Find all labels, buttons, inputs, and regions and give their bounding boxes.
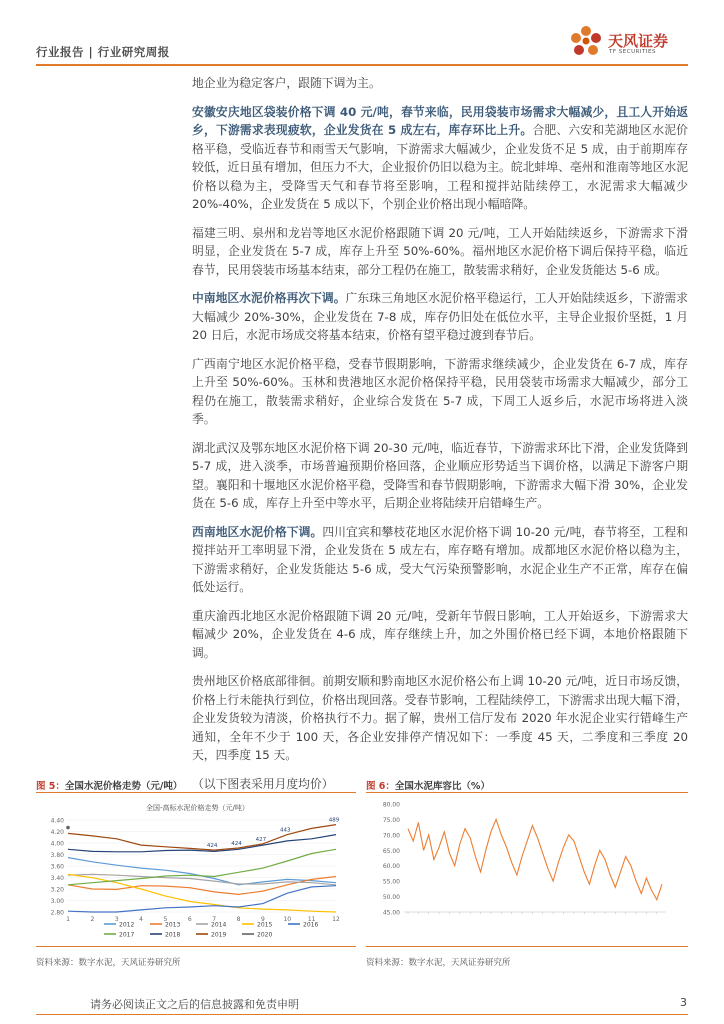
figure-top-rule: [366, 792, 688, 793]
chart-title: 全国-高标水泥价格走势（元/吨）: [146, 804, 249, 812]
y-tick-label: 45.00: [382, 909, 400, 917]
page-header: [0, 0, 724, 70]
figure-title: 图 6：全国水泥库容比（%）: [366, 781, 490, 792]
legend-label: 2019: [211, 931, 227, 939]
paragraph: 重庆渝西北地区水泥价格跟随下调 20 元/吨，受新年节假日影响，工人开始返乡，下游需求大幅减少 20%，企业发货在 4-6 成，库存继续上升，加之外围价格已经下调，本地价格跟随下调。: [192, 608, 688, 660]
x-tick-label: 9: [260, 916, 265, 923]
report-category: 行业报告 | 行业研究周报: [36, 45, 170, 59]
paragraph: 地企业为稳定客户，跟随下调为主。: [192, 76, 381, 90]
paragraph-highlight: 西南地区水泥价格下调。: [192, 524, 323, 539]
figure-5: [36, 778, 356, 968]
legend-label: 2016: [303, 921, 319, 929]
series-line: [68, 825, 336, 851]
y-tick-label: 3.60: [50, 863, 64, 871]
logo-icon: [566, 22, 606, 62]
y-tick-label: 80.00: [382, 801, 400, 809]
y-tick-label: 75.00: [382, 816, 400, 824]
x-tick-label: 6: [187, 916, 192, 923]
data-label: 443: [280, 827, 291, 834]
figure-bottom-rule: [366, 946, 688, 947]
footer-rule: [36, 1014, 688, 1015]
paragraph: 安徽安庆地区袋装价格下调 40 元/吨，春节来临，民用袋装市场需求大幅减少，且工人开始返乡，下游需求表现疲软，企业发货在 5 成左右，库存环比上升。合肥、六安和芜湖地区水泥价格平稳，受临近春节和雨雪天气影响，下游需求大幅减少，企业发货不足 5 成，由于前期库存较低，近日虽有增加，但压力不大，企业报价仍旧以稳为主。皖北蚌埠、亳州和淮南等地区水泥价格以稳为主，受降雪天气和春节将至影响，工程和搅拌站陆续停工，水泥需求大幅减少 20%-40%，企业发货在 5 成以下，个别企业价格出现小幅暗降。: [192, 104, 688, 211]
chart-note: （以下图表采用月度均价）: [192, 776, 334, 791]
paragraph: 广西南宁地区水泥价格平稳，受春节假期影响，下游需求继续减少，企业发货在 6-7 成，库存上升至 50%-60%。玉林和贵港地区水泥价格保持平稳，民用袋装市场需求大幅减少，部分工程仍在施工，散装需求稍好，企业综合发货在 5-7 成，下周工人返乡后，水泥市场将进入淡季。: [192, 356, 688, 426]
x-tick-label: 5: [163, 916, 168, 923]
data-label: 424: [206, 843, 218, 850]
legend-label: 2018: [165, 931, 181, 939]
data-label: 424: [231, 841, 242, 848]
legend-label: 2020: [257, 931, 273, 939]
y-tick-label: 4.00: [50, 840, 64, 848]
series-line: [408, 819, 662, 899]
figure-6: [366, 778, 688, 968]
x-tick-label: 1: [66, 916, 70, 923]
x-tick-label: 3: [114, 916, 119, 923]
y-tick-label: 4.20: [50, 829, 64, 836]
figure-title: 图 5：全国水泥价格走势（元/吨）: [36, 781, 183, 792]
paragraph-highlight: 安徽安庆地区袋装价格下调 40 元/吨，春节来临，民用袋装市场需求大幅减少，且工人开始返乡，下游需求表现疲软，企业发货在 5 成左右，库存环比上升。: [192, 104, 688, 137]
legend-label: 2017: [119, 931, 135, 939]
logo-subtitle: TF SECURITIES: [609, 49, 656, 55]
legend-label: 2015: [257, 921, 273, 929]
x-tick-label: 12: [332, 916, 340, 923]
legend-label: 2012: [119, 921, 135, 929]
y-tick-label: 65.00: [382, 847, 400, 855]
price-chart: [36, 796, 356, 946]
figure-source: 资料来源：数字水泥，天风证券研究所: [366, 958, 511, 968]
y-tick-label: 2.80: [50, 909, 64, 917]
paragraph: 贵州地区价格底部徘徊。前期安顺和黔南地区水泥价格公布上调 10-20 元/吨，近日市场反馈，价格上行未能执行到位，价格出现回落。受春节影响，工程陆续停工，下游需求出现大幅下滑，企业发货较为清淡，价格执行不力。据了解，贵州工信厅发布 2020 年水泥企业实行错峰生产通知，全年不少于 100 天，各企业安排停产情况如下：一季度 45 天，二季度和三季度 20 天，四季度 15 天。: [192, 674, 688, 762]
y-tick-label: 55.00: [382, 878, 400, 886]
header-rule: [36, 64, 688, 66]
figure-top-rule: [36, 792, 356, 793]
y-tick-label: 3.00: [50, 898, 64, 905]
series-point: [66, 826, 70, 830]
data-label: 427: [255, 836, 267, 843]
data-label: 489: [328, 817, 340, 824]
inventory-chart: [366, 796, 688, 946]
figure-bottom-rule: [36, 946, 356, 947]
company-logo: [566, 22, 696, 62]
x-tick-label: 4: [139, 916, 144, 923]
y-tick-label: 70.00: [382, 832, 400, 840]
x-tick-label: 10: [283, 916, 292, 923]
x-tick-label: 2: [90, 916, 95, 923]
y-tick-label: 50.00: [382, 894, 400, 902]
figure-source: 资料来源：数字水泥，天风证券研究所: [36, 958, 181, 968]
footer-disclaimer: 请务必阅读正文之后的信息披露和免责申明: [90, 998, 299, 1011]
y-tick-label: 3.20: [50, 886, 64, 894]
series-line: [68, 877, 336, 895]
y-tick-label: 3.40: [50, 875, 64, 882]
y-tick-label: 60.00: [382, 863, 400, 871]
report-body: [192, 74, 688, 792]
x-tick-label: 11: [307, 916, 316, 923]
paragraph: 中南地区水泥价格再次下调。广东珠三角地区水泥价格平稳运行，工人开始陆续返乡，下游需求大幅减少 20%-30%，企业发货在 7-8 成，库存仍旧处在低位水平，主导企业报价坚挺，1 月 20 日后，水泥市场成交将基本结束，价格有望平稳过渡到春节后。: [192, 291, 688, 342]
page-number: 3: [680, 996, 687, 1009]
paragraph: 福建三明、泉州和龙岩等地区水泥价格跟随下调 20 元/吨，工人开始陆续返乡，下游需求下滑明显，企业发货在 5-7 成，库存上升至 50%-60%。福州地区水泥价格下调后保持平稳，临近春节，民用袋装市场基本结束，部分工程仍在施工，散装需求稍好，企业发货能达 5-6 成。: [192, 225, 688, 277]
legend-label: 2013: [165, 921, 181, 929]
legend-label: 2014: [211, 921, 227, 929]
paragraph: 湖北武汉及鄂东地区水泥价格下调 20-30 元/吨，临近春节，下游需求环比下滑，企业发货降到 5-7 成，进入淡季，市场普遍预期价格回落，企业顺应形势适当下调价格，以满足下游客户期望。襄阳和十堰地区水泥价格平稳，受降雪和春节假期影响，下游需求大幅下滑 30%，企业发货在 5-6 成，库存上升至中等水平，后期企业将陆续开启错峰生产。: [192, 440, 688, 510]
y-tick-label: 4.40: [50, 817, 64, 825]
x-tick-label: 8: [236, 916, 241, 923]
x-tick-label: 7: [212, 916, 217, 923]
y-tick-label: 3.80: [50, 852, 64, 859]
logo-name: 天风证券: [608, 32, 669, 50]
paragraph-highlight: 中南地区水泥价格再次下调。: [192, 291, 346, 305]
paragraph: 西南地区水泥价格下调。四川宜宾和攀枝花地区水泥价格下调 10-20 元/吨，春节将至，工程和搅拌站开工率明显下滑，企业发货在 5 成左右，库存略有增加。成都地区水泥价格以稳为主，下游需求稍好，企业发货能达 5-6 成，受大气污染预警影响，水泥企业生产不正常，库存在偏低处运行。: [192, 524, 688, 594]
